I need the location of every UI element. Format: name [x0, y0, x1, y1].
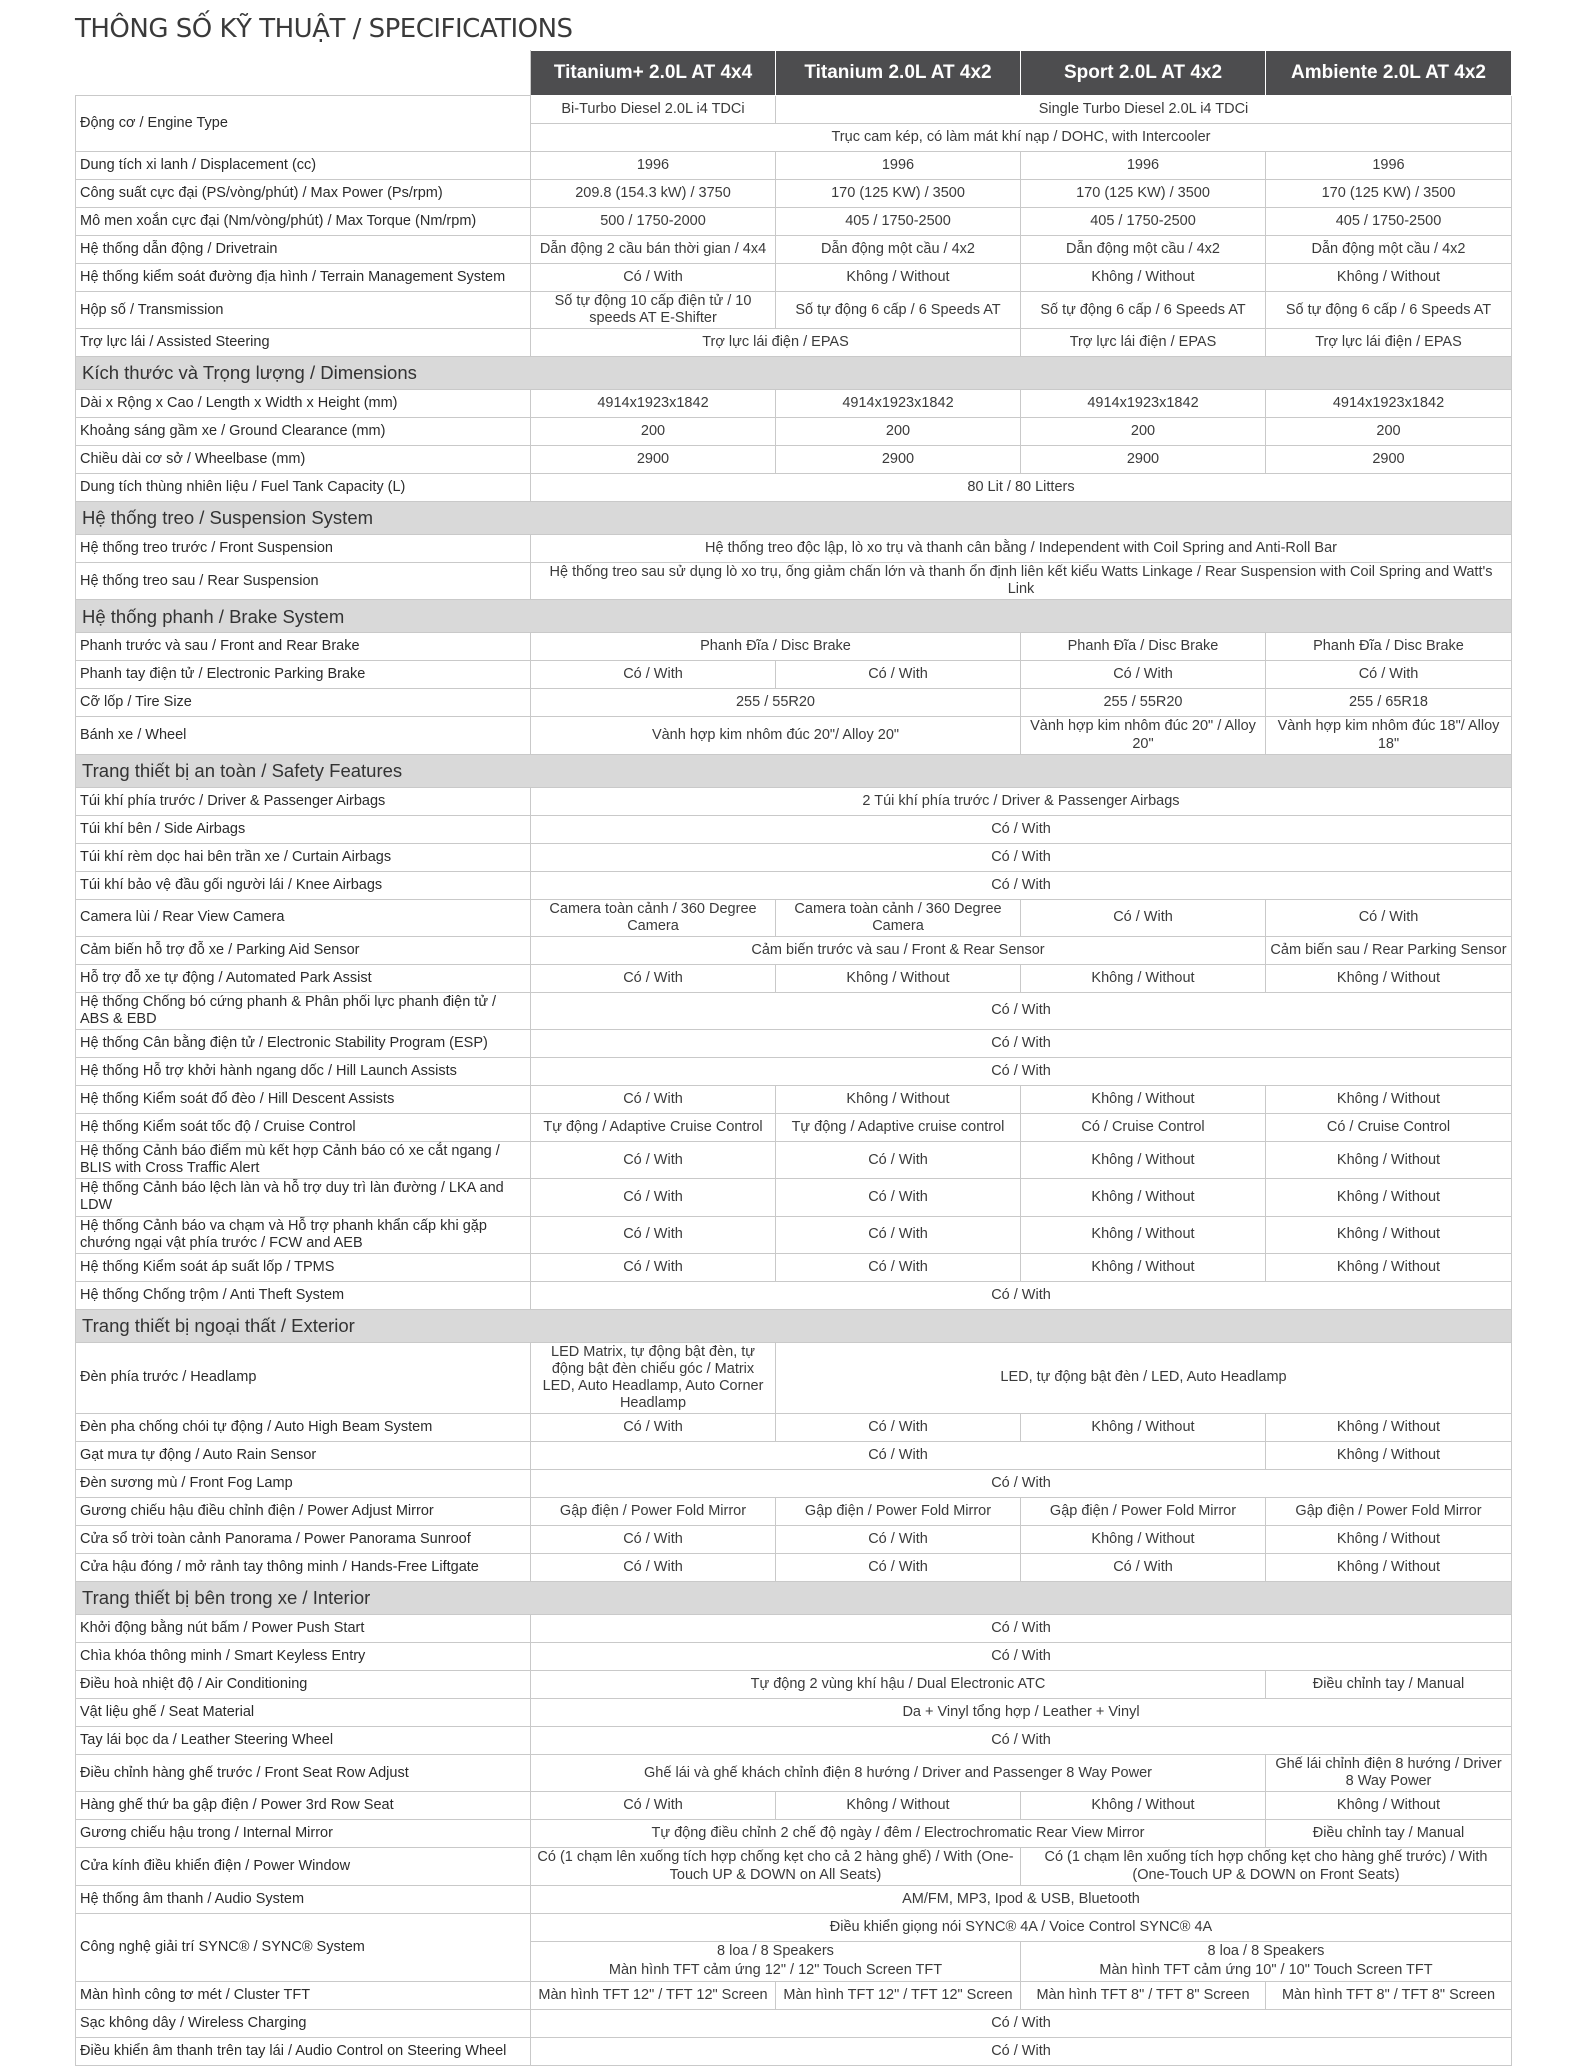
cell: Vành hợp kim nhôm đúc 20" / Alloy 20" — [1021, 717, 1266, 754]
row-label: Đèn sương mù / Front Fog Lamp — [76, 1470, 531, 1498]
cell: Gập điện / Power Fold Mirror — [776, 1498, 1021, 1526]
cell: 1996 — [1021, 152, 1266, 180]
cell: 4914x1923x1842 — [531, 390, 776, 418]
cell: Gập điện / Power Fold Mirror — [531, 1498, 776, 1526]
table-row — [76, 1030, 1512, 1058]
table-row — [76, 2009, 1512, 2037]
table-row — [76, 474, 1512, 502]
cell: Có / With — [531, 1792, 776, 1820]
table-row — [76, 1727, 1512, 1755]
table-row — [76, 1216, 1512, 1253]
cell: Có / With — [531, 1470, 1512, 1498]
row-label: Phanh trước và sau / Front and Rear Brake — [76, 633, 531, 661]
cell: Không / Without — [776, 1792, 1021, 1820]
cell: LED, tự động bật đèn / LED, Auto Headlamp — [776, 1342, 1512, 1413]
cell: Màn hình TFT cảm ứng 10" / 10" Touch Screen TFT — [1021, 1961, 1512, 1981]
row-label: Hệ thống dẫn động / Drivetrain — [76, 236, 531, 264]
cell: Gập điện / Power Fold Mirror — [1266, 1498, 1512, 1526]
cell: 2 Túi khí phía trước / Driver & Passenger Airbags — [531, 787, 1512, 815]
cell: 200 — [776, 418, 1021, 446]
cell: Không / Without — [1021, 1179, 1266, 1216]
cell: Ghế lái chỉnh điện 8 hướng / Driver 8 Way Power — [1266, 1755, 1512, 1792]
cell: Có / With — [776, 661, 1021, 689]
row-label: Chiều dài cơ sở / Wheelbase (mm) — [76, 446, 531, 474]
cell: 2900 — [1021, 446, 1266, 474]
section-title: Trang thiết bị ngoại thất / Exterior — [76, 1309, 1512, 1342]
cell: 4914x1923x1842 — [1266, 390, 1512, 418]
cell: Dẫn động một cầu / 4x2 — [1266, 236, 1512, 264]
row-label: Hệ thống treo sau / Rear Suspension — [76, 563, 531, 600]
cell: Single Turbo Diesel 2.0L i4 TDCi — [776, 96, 1512, 124]
cell: Tự động / Adaptive cruise control — [776, 1114, 1021, 1142]
row-label: Cảm biến hỗ trợ đỗ xe / Parking Aid Sensor — [76, 936, 531, 964]
row-label: Mô men xoắn cực đại (Nm/vòng/phút) / Max Torque (Nm/rpm) — [76, 208, 531, 236]
table-row — [76, 1981, 1512, 2009]
section-header — [76, 502, 1512, 535]
row-label: Hệ thống âm thanh / Audio System — [76, 1885, 531, 1913]
cell: Có / With — [531, 1414, 776, 1442]
table-row — [76, 1554, 1512, 1582]
row-label: Phanh tay điện tử / Electronic Parking Brake — [76, 661, 531, 689]
table-row — [76, 871, 1512, 899]
cell: Màn hình TFT 8" / TFT 8" Screen — [1021, 1981, 1266, 2009]
section-title: Hệ thống treo / Suspension System — [76, 502, 1512, 535]
table-row — [76, 563, 1512, 600]
row-label: Bánh xe / Wheel — [76, 717, 531, 754]
cell: Có / Cruise Control — [1266, 1114, 1512, 1142]
row-label: Dài x Rộng x Cao / Length x Width x Height (mm) — [76, 390, 531, 418]
cell: Không / Without — [1021, 1526, 1266, 1554]
cell: Không / Without — [1021, 1253, 1266, 1281]
section-title: Trang thiết bị an toàn / Safety Features — [76, 754, 1512, 787]
table-row — [76, 292, 1512, 329]
cell: Số tự động 10 cấp điện tử / 10 speeds AT E-Shifter — [531, 292, 776, 329]
cell: Có / With — [1266, 661, 1512, 689]
cell: 1996 — [531, 152, 776, 180]
row-label: Động cơ / Engine Type — [76, 96, 531, 152]
cell: Có / With — [531, 1086, 776, 1114]
cell: Trợ lực lái điện / EPAS — [1266, 329, 1512, 357]
cell: Phanh Đĩa / Disc Brake — [1266, 633, 1512, 661]
cell: Có / With — [1266, 899, 1512, 936]
cell: 405 / 1750-2500 — [776, 208, 1021, 236]
cell: Có / With — [531, 1615, 1512, 1643]
row-label: Túi khí bên / Side Airbags — [76, 815, 531, 843]
table-row — [76, 964, 1512, 992]
row-label: Hỗ trợ đỗ xe tự động / Automated Park Assist — [76, 964, 531, 992]
row-label: Túi khí rèm dọc hai bên trần xe / Curtain Airbags — [76, 843, 531, 871]
table-row — [76, 1086, 1512, 1114]
table-row — [76, 1792, 1512, 1820]
cell: Ghế lái và ghế khách chỉnh điện 8 hướng / Driver and Passenger 8 Way Power — [531, 1755, 1266, 1792]
cell: 4914x1923x1842 — [776, 390, 1021, 418]
cell: 170 (125 KW) / 3500 — [1021, 180, 1266, 208]
table-row — [76, 1615, 1512, 1643]
cell: Có / With — [776, 1554, 1021, 1582]
cell: Có / With — [776, 1179, 1021, 1216]
row-label: Gương chiếu hậu trong / Internal Mirror — [76, 1820, 531, 1848]
cell: Có / With — [531, 1253, 776, 1281]
cell: Không / Without — [1266, 1554, 1512, 1582]
cell: Màn hình TFT 8" / TFT 8" Screen — [1266, 1981, 1512, 2009]
table-row — [76, 208, 1512, 236]
cell: 200 — [1266, 418, 1512, 446]
table-row — [76, 1142, 1512, 1179]
row-label: Hệ thống kiểm soát đường địa hình / Terrain Management System — [76, 264, 531, 292]
table-row — [76, 1755, 1512, 1792]
row-label: Hệ thống treo trước / Front Suspension — [76, 535, 531, 563]
cell: Điều chỉnh tay / Manual — [1266, 1820, 1512, 1848]
cell: Có / With — [531, 1281, 1512, 1309]
header-blank — [76, 51, 531, 96]
section-title: Hệ thống phanh / Brake System — [76, 600, 1512, 633]
table-row — [76, 1281, 1512, 1309]
cell: Số tự động 6 cấp / 6 Speeds AT — [776, 292, 1021, 329]
cell: 500 / 1750-2000 — [531, 208, 776, 236]
cell: Không / Without — [1021, 1792, 1266, 1820]
cell: Phanh Đĩa / Disc Brake — [1021, 633, 1266, 661]
cell: Không / Without — [1021, 1142, 1266, 1179]
column-header: Sport 2.0L AT 4x2 — [1021, 51, 1266, 96]
row-label: Hệ thống Cân bằng điện tử / Electronic Stability Program (ESP) — [76, 1030, 531, 1058]
cell: LED Matrix, tự động bật đèn, tự động bật đèn chiếu góc / Matrix LED, Auto Headlamp, Auto Corner Headlamp — [531, 1342, 776, 1413]
table-row — [76, 661, 1512, 689]
cell: AM/FM, MP3, Ipod & USB, Bluetooth — [531, 1885, 1512, 1913]
cell: Có / With — [531, 661, 776, 689]
row-label: Gương chiếu hậu điều chỉnh điện / Power Adjust Mirror — [76, 1498, 531, 1526]
cell: Không / Without — [1266, 1086, 1512, 1114]
row-label: Công suất cực đại (PS/vòng/phút) / Max Power (Ps/rpm) — [76, 180, 531, 208]
row-label: Điều chỉnh hàng ghế trước / Front Seat Row Adjust — [76, 1755, 531, 1792]
row-label: Tay lái bọc da / Leather Steering Wheel — [76, 1727, 531, 1755]
cell: Có / With — [531, 1030, 1512, 1058]
table-row — [76, 899, 1512, 936]
cell: Bi-Turbo Diesel 2.0L i4 TDCi — [531, 96, 776, 124]
cell: Điều chỉnh tay / Manual — [1266, 1671, 1512, 1699]
cell: Phanh Đĩa / Disc Brake — [531, 633, 1021, 661]
table-row — [76, 180, 1512, 208]
cell: Có / With — [531, 964, 776, 992]
cell: 170 (125 KW) / 3500 — [1266, 180, 1512, 208]
table-row — [76, 2037, 1512, 2065]
table-row — [76, 96, 1512, 124]
cell: Có / With — [776, 1526, 1021, 1554]
row-label: Hệ thống Kiểm soát đổ đèo / Hill Descent Assists — [76, 1086, 531, 1114]
cell: 8 loa / 8 Speakers — [531, 1941, 1021, 1961]
cell: Có (1 chạm lên xuống tích hợp chống kẹt cho hàng ghế trước) / With (One-Touch UP & DOWN on Front Seats) — [1021, 1848, 1512, 1885]
cell: Dẫn động 2 cầu bán thời gian / 4x4 — [531, 236, 776, 264]
row-label: Vật liệu ghế / Seat Material — [76, 1699, 531, 1727]
row-label: Hộp số / Transmission — [76, 292, 531, 329]
table-row — [76, 1643, 1512, 1671]
row-label: Hệ thống Cảnh báo điểm mù kết hợp Cảnh báo có xe cắt ngang / BLIS with Cross Traffic Alert — [76, 1142, 531, 1179]
table-row — [76, 1470, 1512, 1498]
row-label: Đèn pha chống chói tự động / Auto High Beam System — [76, 1414, 531, 1442]
cell: Không / Without — [1021, 264, 1266, 292]
cell: Có / With — [531, 1727, 1512, 1755]
cell: Trục cam kép, có làm mát khí nạp / DOHC, with Intercooler — [531, 124, 1512, 152]
row-label: Cỡ lốp / Tire Size — [76, 689, 531, 717]
cell: Không / Without — [1021, 1414, 1266, 1442]
table-row — [76, 1671, 1512, 1699]
table-row — [76, 264, 1512, 292]
row-label: Gạt mưa tự động / Auto Rain Sensor — [76, 1442, 531, 1470]
cell: Có / With — [531, 1058, 1512, 1086]
cell: Có / With — [531, 1142, 776, 1179]
row-label: Cửa kính điều khiển điện / Power Window — [76, 1848, 531, 1885]
row-label: Điều hoà nhiệt độ / Air Conditioning — [76, 1671, 531, 1699]
table-row — [76, 1414, 1512, 1442]
cell: Cảm biến trước và sau / Front & Rear Sensor — [531, 936, 1266, 964]
table-row — [76, 689, 1512, 717]
section-header — [76, 1582, 1512, 1615]
cell: Tự động / Adaptive Cruise Control — [531, 1114, 776, 1142]
cell: 209.8 (154.3 kW) / 3750 — [531, 180, 776, 208]
row-label: Hệ thống Chống bó cứng phanh & Phân phối lực phanh điện tử / ABS & EBD — [76, 992, 531, 1029]
column-header: Titanium 2.0L AT 4x2 — [776, 51, 1021, 96]
cell: Có / With — [776, 1414, 1021, 1442]
table-row — [76, 1498, 1512, 1526]
header-row — [76, 51, 1512, 96]
cell: Màn hình TFT 12" / TFT 12" Screen — [531, 1981, 776, 2009]
row-label: Hệ thống Hỗ trợ khởi hành ngang dốc / Hill Launch Assists — [76, 1058, 531, 1086]
cell: Có / With — [1021, 899, 1266, 936]
cell: 200 — [531, 418, 776, 446]
cell: 255 / 65R18 — [1266, 689, 1512, 717]
row-label: Khởi động bằng nút bấm / Power Push Start — [76, 1615, 531, 1643]
row-label: Cửa sổ trời toàn cảnh Panorama / Power Panorama Sunroof — [76, 1526, 531, 1554]
cell: Không / Without — [1266, 1414, 1512, 1442]
table-row — [76, 535, 1512, 563]
cell: Dẫn động một cầu / 4x2 — [1021, 236, 1266, 264]
row-label: Hệ thống Cảnh báo lệch làn và hỗ trợ duy trì làn đường / LKA and LDW — [76, 1179, 531, 1216]
table-row — [76, 329, 1512, 357]
cell: 2900 — [776, 446, 1021, 474]
cell: Có / With — [531, 2037, 1512, 2065]
row-label: Hệ thống Kiểm soát áp suất lốp / TPMS — [76, 1253, 531, 1281]
cell: 255 / 55R20 — [1021, 689, 1266, 717]
row-label: Điều khiển âm thanh trên tay lái / Audio Control on Steering Wheel — [76, 2037, 531, 2065]
table-row — [76, 1253, 1512, 1281]
row-label: Công nghệ giải trí SYNC® / SYNC® System — [76, 1913, 531, 1981]
cell: Không / Without — [1266, 264, 1512, 292]
table-row — [76, 936, 1512, 964]
cell: Da + Vinyl tổng hợp / Leather + Vinyl — [531, 1699, 1512, 1727]
cell: Có / With — [531, 1179, 776, 1216]
cell: Có / With — [531, 815, 1512, 843]
row-label: Hệ thống Kiểm soát tốc độ / Cruise Control — [76, 1114, 531, 1142]
cell: Có (1 chạm lên xuống tích hợp chống kẹt cho cả 2 hàng ghế) / With (One-Touch UP & DOWN on All Seats) — [531, 1848, 1021, 1885]
section-header — [76, 754, 1512, 787]
cell: Trợ lực lái điện / EPAS — [531, 329, 1021, 357]
row-label: Túi khí phía trước / Driver & Passenger Airbags — [76, 787, 531, 815]
page-title: THÔNG SỐ KỸ THUẬT / SPECIFICATIONS — [75, 14, 573, 44]
cell: 170 (125 KW) / 3500 — [776, 180, 1021, 208]
row-label: Trợ lực lái / Assisted Steering — [76, 329, 531, 357]
cell: Hệ thống treo độc lập, lò xo trụ và thanh cân bằng / Independent with Coil Spring and Anti-Roll Bar — [531, 535, 1512, 563]
cell: Không / Without — [1021, 1216, 1266, 1253]
section-title: Trang thiết bị bên trong xe / Interior — [76, 1582, 1512, 1615]
table-row — [76, 418, 1512, 446]
row-label: Dung tích thùng nhiên liệu / Fuel Tank Capacity (L) — [76, 474, 531, 502]
cell: Không / Without — [1266, 1142, 1512, 1179]
row-label: Túi khí bảo vệ đầu gối người lái / Knee Airbags — [76, 871, 531, 899]
cell: 1996 — [776, 152, 1021, 180]
table-row — [76, 152, 1512, 180]
table-row — [76, 1820, 1512, 1848]
section-header — [76, 357, 1512, 390]
cell: Có / With — [1021, 1554, 1266, 1582]
cell: Không / Without — [776, 264, 1021, 292]
cell: 2900 — [1266, 446, 1512, 474]
table-row — [76, 815, 1512, 843]
cell: Không / Without — [1266, 1526, 1512, 1554]
cell: Tự động điều chỉnh 2 chế độ ngày / đêm / Electrochromatic Rear View Mirror — [531, 1820, 1266, 1848]
table-row — [76, 992, 1512, 1029]
cell: 4914x1923x1842 — [1021, 390, 1266, 418]
cell: 405 / 1750-2500 — [1021, 208, 1266, 236]
column-header: Ambiente 2.0L AT 4x2 — [1266, 51, 1512, 96]
cell: Không / Without — [1266, 1442, 1512, 1470]
cell: Có / With — [531, 1554, 776, 1582]
table-row — [76, 1179, 1512, 1216]
cell: Có / Cruise Control — [1021, 1114, 1266, 1142]
cell: Màn hình TFT 12" / TFT 12" Screen — [776, 1981, 1021, 2009]
table-row — [76, 390, 1512, 418]
row-label: Khoảng sáng gầm xe / Ground Clearance (mm) — [76, 418, 531, 446]
column-header: Titanium+ 2.0L AT 4x4 — [531, 51, 776, 96]
cell: Hệ thống treo sau sử dụng lò xo trụ, ống giảm chấn lớn và thanh ổn định liên kết kiểu Watts Linkage / Rear Suspension with Coil Spring and Watt's Link — [531, 563, 1512, 600]
row-label: Hệ thống Cảnh báo va chạm và Hỗ trợ phanh khẩn cấp khi gặp chướng ngại vật phía trước / FCW and AEB — [76, 1216, 531, 1253]
cell: Có / With — [776, 1142, 1021, 1179]
cell: Có / With — [776, 1253, 1021, 1281]
cell: Có / With — [1021, 661, 1266, 689]
table-row — [76, 1848, 1512, 1885]
cell: Có / With — [531, 1442, 1266, 1470]
cell: Vành hợp kim nhôm đúc 20"/ Alloy 20" — [531, 717, 1021, 754]
cell: 405 / 1750-2500 — [1266, 208, 1512, 236]
cell: Trợ lực lái điện / EPAS — [1021, 329, 1266, 357]
table-row — [76, 1699, 1512, 1727]
row-label: Camera lùi / Rear View Camera — [76, 899, 531, 936]
cell: Số tự động 6 cấp / 6 Speeds AT — [1266, 292, 1512, 329]
section-title: Kích thước và Trọng lượng / Dimensions — [76, 357, 1512, 390]
table-row — [76, 787, 1512, 815]
cell: Không / Without — [776, 1086, 1021, 1114]
row-label: Chìa khóa thông minh / Smart Keyless Entry — [76, 1643, 531, 1671]
cell: Có / With — [531, 2009, 1512, 2037]
cell: Không / Without — [1266, 1253, 1512, 1281]
cell: Dẫn động một cầu / 4x2 — [776, 236, 1021, 264]
table-row — [76, 1114, 1512, 1142]
table-row — [76, 1913, 1512, 1941]
row-label: Đèn phía trước / Headlamp — [76, 1342, 531, 1413]
cell: Điều khiển giọng nói SYNC® 4A / Voice Control SYNC® 4A — [531, 1913, 1512, 1941]
cell: Có / With — [531, 992, 1512, 1029]
table-row — [76, 843, 1512, 871]
cell: 200 — [1021, 418, 1266, 446]
cell: Có / With — [531, 871, 1512, 899]
cell: Không / Without — [1266, 964, 1512, 992]
row-label: Cửa hậu đóng / mở rảnh tay thông minh / Hands-Free Liftgate — [76, 1554, 531, 1582]
cell: Số tự động 6 cấp / 6 Speeds AT — [1021, 292, 1266, 329]
row-label: Sạc không dây / Wireless Charging — [76, 2009, 531, 2037]
cell: 8 loa / 8 Speakers — [1021, 1941, 1512, 1961]
cell: Có / With — [776, 1216, 1021, 1253]
row-label: Màn hình công tơ mét / Cluster TFT — [76, 1981, 531, 2009]
table-row — [76, 1442, 1512, 1470]
table-row — [76, 1526, 1512, 1554]
cell: Không / Without — [1021, 1086, 1266, 1114]
cell: Màn hình TFT cảm ứng 12" / 12" Touch Screen TFT — [531, 1961, 1021, 1981]
section-header — [76, 1309, 1512, 1342]
cell: Không / Without — [1266, 1792, 1512, 1820]
cell: Có / With — [531, 1526, 776, 1554]
cell: Có / With — [531, 843, 1512, 871]
cell: Tự động 2 vùng khí hậu / Dual Electronic ATC — [531, 1671, 1266, 1699]
table-row — [76, 633, 1512, 661]
cell: Không / Without — [1266, 1216, 1512, 1253]
cell: Camera toàn cảnh / 360 Degree Camera — [776, 899, 1021, 936]
table-row — [76, 1885, 1512, 1913]
cell: Camera toàn cảnh / 360 Degree Camera — [531, 899, 776, 936]
cell: Có / With — [531, 1216, 776, 1253]
cell: Không / Without — [776, 964, 1021, 992]
row-label: Hàng ghế thứ ba gập điện / Power 3rd Row Seat — [76, 1792, 531, 1820]
spec-table — [75, 50, 1512, 2066]
cell: Vành hợp kim nhôm đúc 18"/ Alloy 18" — [1266, 717, 1512, 754]
table-row — [76, 1058, 1512, 1086]
row-label: Hệ thống Chống trộm / Anti Theft System — [76, 1281, 531, 1309]
cell: 1996 — [1266, 152, 1512, 180]
table-row — [76, 1342, 1512, 1413]
cell: 80 Lit / 80 Litters — [531, 474, 1512, 502]
cell: Cảm biến sau / Rear Parking Sensor — [1266, 936, 1512, 964]
cell: Có / With — [531, 264, 776, 292]
section-header — [76, 600, 1512, 633]
cell: Không / Without — [1266, 1179, 1512, 1216]
table-row — [76, 446, 1512, 474]
table-row — [76, 717, 1512, 754]
cell: Gập điện / Power Fold Mirror — [1021, 1498, 1266, 1526]
cell: Không / Without — [1021, 964, 1266, 992]
row-label: Dung tích xi lanh / Displacement (cc) — [76, 152, 531, 180]
cell: 255 / 55R20 — [531, 689, 1021, 717]
cell: 2900 — [531, 446, 776, 474]
table-row — [76, 236, 1512, 264]
cell: Có / With — [531, 1643, 1512, 1671]
